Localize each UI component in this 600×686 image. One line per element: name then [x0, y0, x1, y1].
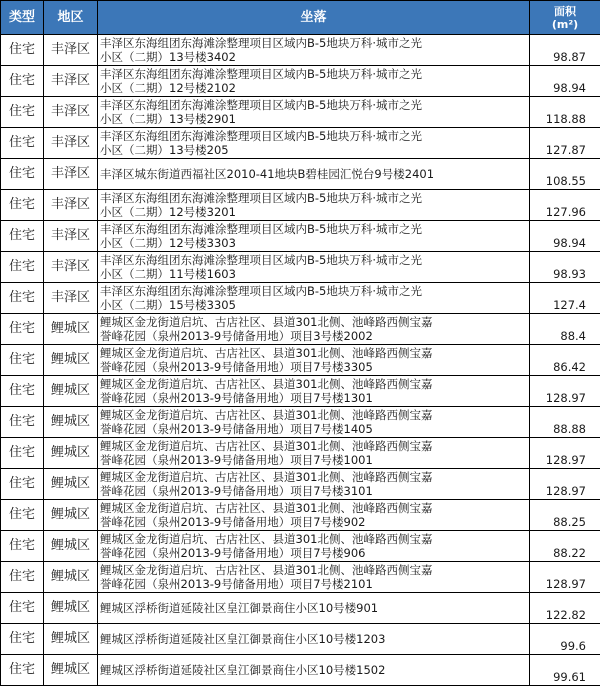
table-row	[1, 35, 600, 66]
table-row	[1, 221, 600, 252]
cell-type: 住宅	[1, 252, 44, 283]
cell-type: 住宅	[1, 128, 44, 159]
cell-address: 鲤城区金龙街道启坑、古店社区、县道301北侧、池峰路西侧宝嘉 誉峰花园（泉州2013-9号储备用地）项目3号楼2002	[98, 314, 530, 345]
cell-district: 丰泽区	[44, 221, 98, 252]
cell-address: 丰泽区东海组团东海滩涂整理项目区域内B-5地块万科·城市之光 小区（二期）11号楼1603	[98, 252, 530, 283]
cell-area: 98.93	[530, 252, 600, 283]
cell-district: 丰泽区	[44, 190, 98, 221]
cell-type: 住宅	[1, 221, 44, 252]
cell-type: 住宅	[1, 655, 44, 686]
cell-area: 88.88	[530, 407, 600, 438]
cell-area: 128.97	[530, 562, 600, 593]
cell-area: 128.97	[530, 469, 600, 500]
cell-type: 住宅	[1, 97, 44, 128]
table-row	[1, 159, 600, 190]
cell-district: 丰泽区	[44, 97, 98, 128]
cell-type: 住宅	[1, 593, 44, 624]
cell-address: 鲤城区金龙街道启坑、古店社区、县道301北侧、池峰路西侧宝嘉 誉峰花园（泉州2013-9号储备用地）项目7号楼2101	[98, 562, 530, 593]
table-row	[1, 438, 600, 469]
cell-district: 鲤城区	[44, 407, 98, 438]
cell-address: 丰泽区东海组团东海滩涂整理项目区域内B-5地块万科·城市之光 小区（二期）13号楼205	[98, 128, 530, 159]
cell-district: 鲤城区	[44, 624, 98, 655]
cell-district: 鲤城区	[44, 314, 98, 345]
table-body	[1, 35, 600, 686]
header-row	[1, 1, 600, 35]
cell-type: 住宅	[1, 35, 44, 66]
table-row	[1, 624, 600, 655]
table-row	[1, 531, 600, 562]
cell-address: 丰泽区东海组团东海滩涂整理项目区域内B-5地块万科·城市之光 小区（二期）13号楼3402	[98, 35, 530, 66]
table-row	[1, 376, 600, 407]
table-row	[1, 500, 600, 531]
cell-district: 鲤城区	[44, 500, 98, 531]
cell-district: 丰泽区	[44, 128, 98, 159]
cell-type: 住宅	[1, 283, 44, 314]
header-address: 坐落	[98, 1, 530, 35]
cell-district: 丰泽区	[44, 35, 98, 66]
table-row	[1, 283, 600, 314]
cell-area: 118.88	[530, 97, 600, 128]
cell-area: 86.42	[530, 345, 600, 376]
table-row	[1, 407, 600, 438]
cell-address: 鲤城区金龙街道启坑、古店社区、县道301北侧、池峰路西侧宝嘉 誉峰花园（泉州2013-9号储备用地）项目7号楼906	[98, 531, 530, 562]
cell-district: 鲤城区	[44, 655, 98, 686]
cell-type: 住宅	[1, 469, 44, 500]
cell-area: 122.82	[530, 593, 600, 624]
cell-address: 鲤城区金龙街道启坑、古店社区、县道301北侧、池峰路西侧宝嘉 誉峰花园（泉州2013-9号储备用地）项目7号楼902	[98, 500, 530, 531]
cell-area: 127.96	[530, 190, 600, 221]
header-area-label: 面积	[554, 4, 576, 18]
cell-district: 丰泽区	[44, 252, 98, 283]
cell-area: 98.94	[530, 66, 600, 97]
cell-type: 住宅	[1, 562, 44, 593]
table-row	[1, 252, 600, 283]
cell-area: 99.61	[530, 655, 600, 686]
header-type: 类型	[1, 1, 44, 35]
cell-type: 住宅	[1, 407, 44, 438]
cell-type: 住宅	[1, 190, 44, 221]
table-row	[1, 469, 600, 500]
table-row	[1, 190, 600, 221]
cell-area: 108.55	[530, 159, 600, 190]
header-district: 地区	[44, 1, 98, 35]
cell-type: 住宅	[1, 376, 44, 407]
cell-type: 住宅	[1, 159, 44, 190]
cell-type: 住宅	[1, 345, 44, 376]
cell-district: 鲤城区	[44, 376, 98, 407]
cell-district: 鲤城区	[44, 469, 98, 500]
cell-district: 丰泽区	[44, 283, 98, 314]
cell-area: 88.4	[530, 314, 600, 345]
cell-address: 丰泽区城东街道西福社区2010-41地块B碧桂园汇悦台9号楼2401	[98, 159, 530, 190]
cell-address: 鲤城区金龙街道启坑、古店社区、县道301北侧、池峰路西侧宝嘉 誉峰花园（泉州2013-9号储备用地）项目7号楼1001	[98, 438, 530, 469]
table-row	[1, 345, 600, 376]
cell-address: 鲤城区金龙街道启坑、古店社区、县道301北侧、池峰路西侧宝嘉 誉峰花园（泉州2013-9号储备用地）项目7号楼3305	[98, 345, 530, 376]
cell-area: 128.97	[530, 376, 600, 407]
table-row	[1, 593, 600, 624]
cell-type: 住宅	[1, 314, 44, 345]
table-row	[1, 655, 600, 686]
cell-area: 99.6	[530, 624, 600, 655]
cell-district: 鲤城区	[44, 531, 98, 562]
cell-district: 鲤城区	[44, 593, 98, 624]
header-area	[530, 1, 600, 35]
cell-area: 98.94	[530, 221, 600, 252]
cell-address: 鲤城区金龙街道启坑、古店社区、县道301北侧、池峰路西侧宝嘉 誉峰花园（泉州2013-9号储备用地）项目7号楼3101	[98, 469, 530, 500]
cell-address: 鲤城区金龙街道启坑、古店社区、县道301北侧、池峰路西侧宝嘉 誉峰花园（泉州2013-9号储备用地）项目7号楼1301	[98, 376, 530, 407]
cell-address: 丰泽区东海组团东海滩涂整理项目区域内B-5地块万科·城市之光 小区（二期）15号楼3305	[98, 283, 530, 314]
cell-address: 丰泽区东海组团东海滩涂整理项目区域内B-5地块万科·城市之光 小区（二期）13号楼2901	[98, 97, 530, 128]
cell-type: 住宅	[1, 66, 44, 97]
cell-district: 鲤城区	[44, 438, 98, 469]
cell-address: 丰泽区东海组团东海滩涂整理项目区域内B-5地块万科·城市之光 小区（二期）12号楼3201	[98, 190, 530, 221]
cell-district: 丰泽区	[44, 66, 98, 97]
table-row	[1, 562, 600, 593]
cell-type: 住宅	[1, 531, 44, 562]
cell-type: 住宅	[1, 438, 44, 469]
table-row	[1, 66, 600, 97]
cell-district: 鲤城区	[44, 562, 98, 593]
cell-district: 丰泽区	[44, 159, 98, 190]
cell-area: 88.25	[530, 500, 600, 531]
cell-address: 鲤城区浮桥街道延陵社区皇江御景商住小区10号楼901	[98, 593, 530, 624]
cell-address: 鲤城区金龙街道启坑、古店社区、县道301北侧、池峰路西侧宝嘉 誉峰花园（泉州2013-9号储备用地）项目7号楼1405	[98, 407, 530, 438]
cell-address: 鲤城区浮桥街道延陵社区皇江御景商住小区10号楼1203	[98, 624, 530, 655]
cell-area: 98.87	[530, 35, 600, 66]
cell-district: 鲤城区	[44, 345, 98, 376]
table-row	[1, 97, 600, 128]
table-row	[1, 314, 600, 345]
cell-area: 128.97	[530, 438, 600, 469]
cell-address: 丰泽区东海组团东海滩涂整理项目区域内B-5地块万科·城市之光 小区（二期）12号楼3303	[98, 221, 530, 252]
cell-area: 127.87	[530, 128, 600, 159]
cell-address: 丰泽区东海组团东海滩涂整理项目区域内B-5地块万科·城市之光 小区（二期）12号楼2102	[98, 66, 530, 97]
cell-type: 住宅	[1, 500, 44, 531]
table-row	[1, 128, 600, 159]
cell-type: 住宅	[1, 624, 44, 655]
header-area-unit: (m²)	[551, 17, 579, 31]
cell-area: 127.4	[530, 283, 600, 314]
cell-address: 鲤城区浮桥街道延陵社区皇江御景商住小区10号楼1502	[98, 655, 530, 686]
cell-area: 88.22	[530, 531, 600, 562]
